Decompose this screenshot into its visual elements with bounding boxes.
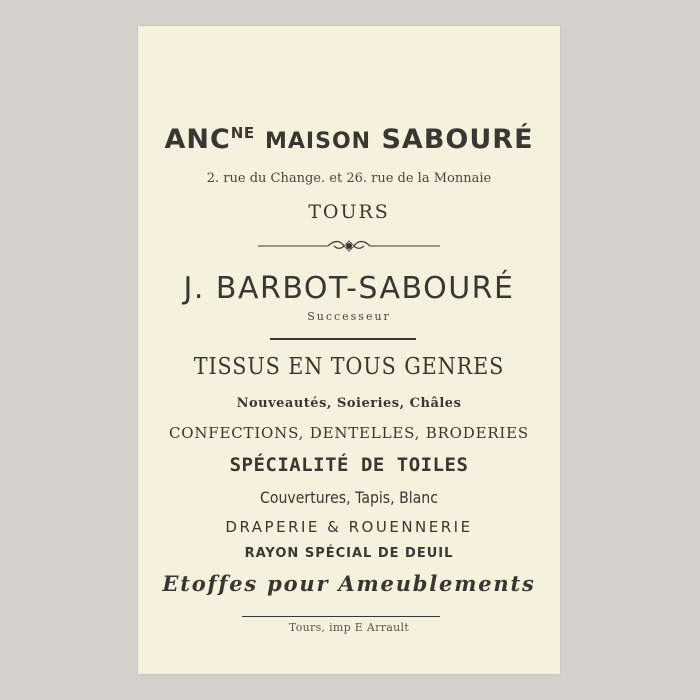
printer-rule bbox=[242, 616, 440, 617]
maison-name: SABOURÉ bbox=[381, 124, 534, 155]
city-name: TOURS bbox=[308, 201, 390, 223]
line-couvertures: Couvertures, Tapis, Blanc bbox=[260, 488, 438, 507]
headline: TISSUS EN TOUS GENRES bbox=[193, 354, 505, 380]
ornament-divider-icon bbox=[258, 238, 440, 254]
maison-word: MAISON bbox=[265, 129, 372, 154]
printer-credit: Tours, imp E Arrault bbox=[288, 621, 410, 634]
address-line: 2. rue du Change. et 26. rue de la Monnaie bbox=[206, 171, 492, 186]
maison-heading bbox=[138, 124, 560, 155]
trade-card bbox=[138, 26, 560, 674]
line-confections: CONFECTIONS, DENTELLES, BRODERIES bbox=[168, 424, 529, 442]
line-rayon: RAYON SPÉCIAL DE DEUIL bbox=[244, 546, 454, 561]
line-draperie: DRAPERIE & ROUENNERIE bbox=[225, 518, 473, 536]
divider-rule bbox=[270, 338, 416, 340]
owner-name: J. BARBOT-SABOURÉ bbox=[183, 271, 515, 306]
successor-label: Successeur bbox=[307, 310, 391, 323]
maison-superscript: NE bbox=[230, 124, 255, 142]
line-specialite: SPÉCIALITÉ DE TOILES bbox=[229, 454, 469, 476]
line-nouveautes: Nouveautés, Soieries, Châles bbox=[236, 396, 462, 411]
maison-prefix: ANC bbox=[164, 124, 231, 155]
line-etoffes: Etoffes pour Ameublements bbox=[162, 571, 536, 596]
